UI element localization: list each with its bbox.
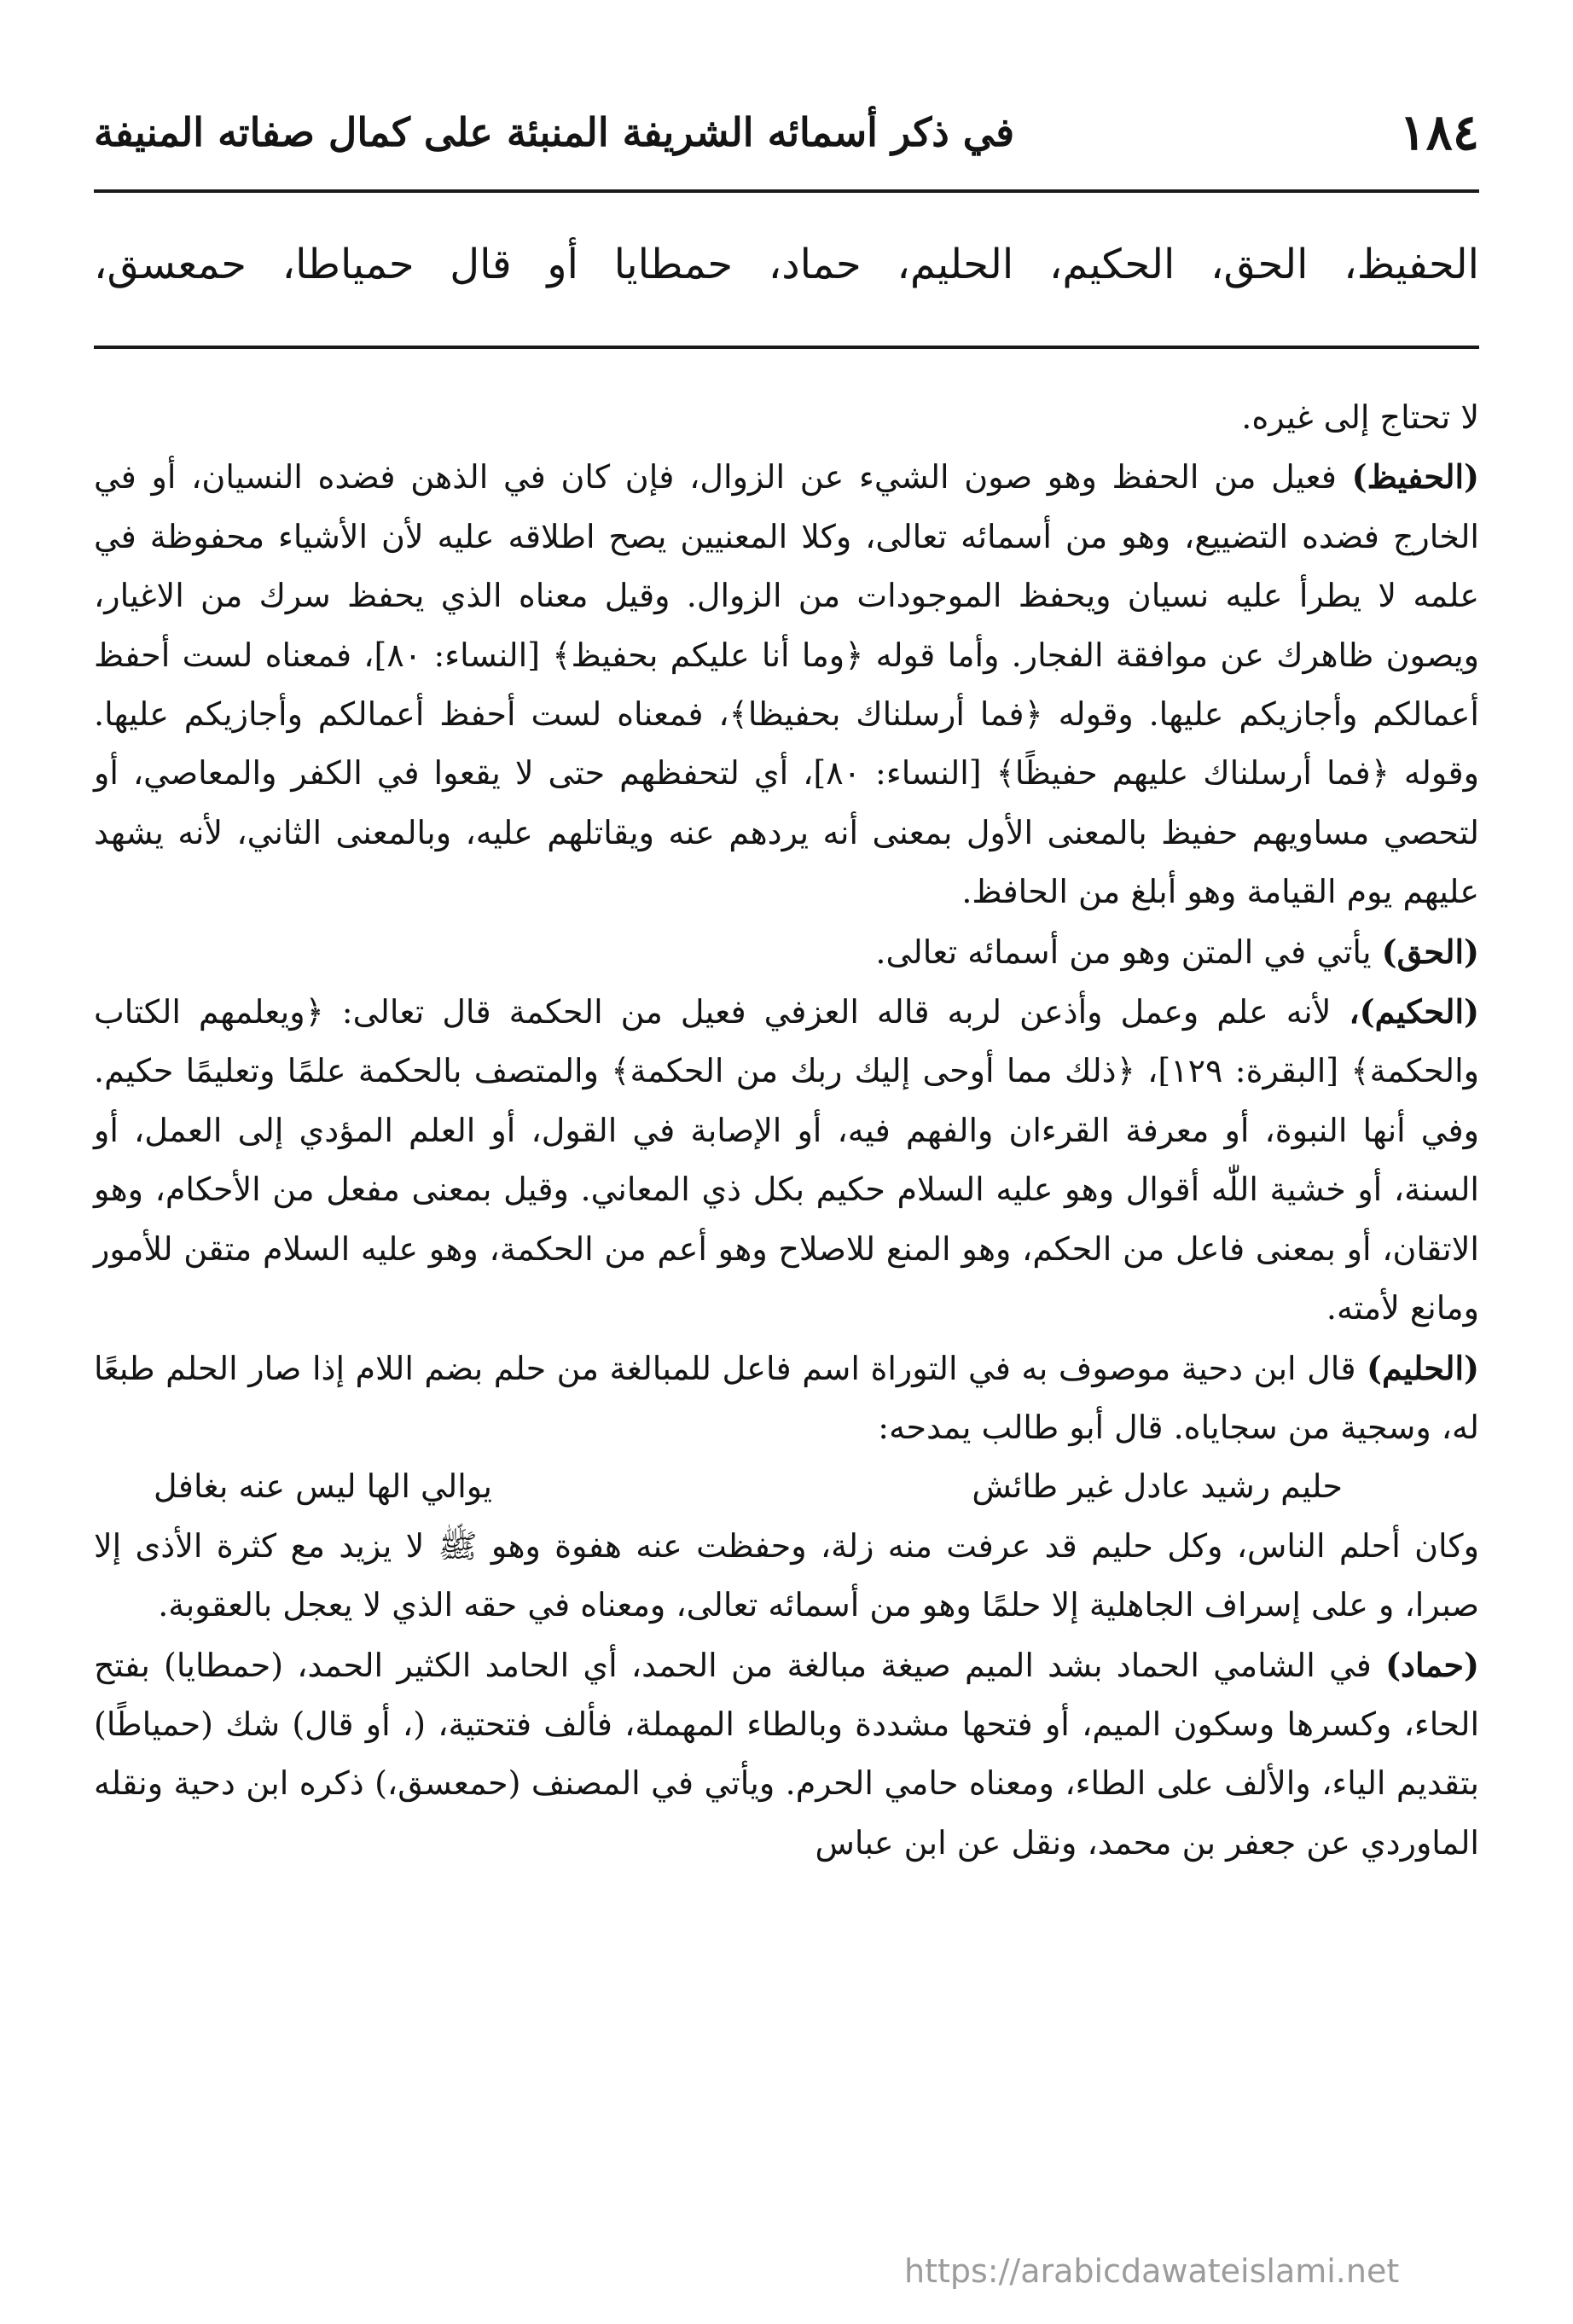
paragraph-text: لأنه علم وعمل وأذعن لربه قاله العزفي فعيل من الحكمة قال تعالى: ﴿ويعلمهم الكتاب والحكمة﴾ [البقرة: ١٢٩]، ﴿ذلك مما أوحى إليك ربك من الحكمة﴾ والمتصف بالحكمة علمًا وتعليمًا حكيم. وفي أنها النبوة، أو معرفة القرءان والفهم فيه، أو الإصابة في القول، أو العلم المؤدي إلى العمل، أو السنة، أو خشية اللّٰه أقوال وهو عليه السلام حكيم بكل ذي المعاني. وقيل بمعنى مفعل من الأحكام، وهو الاتقان، أو بمعنى فاعل من الحكم، وهو المنع للاصلاح وهو أعم من الحكمة، وهو عليه السلام متقن للأمور ومانع لأمته.: [94, 993, 1479, 1328]
watermark-url: https://arabicdawateislami.net: [904, 2252, 1400, 2290]
paragraph: [94, 922, 1479, 982]
paragraph-text: قال ابن دحية موصوف به في التوراة اسم فاعل للمبالغة من حلم بضم اللام إذا صار الحلم طبعًا له، وسجية من سجاياه. قال أبو طالب يمدحه:: [94, 1349, 1479, 1446]
verse-second-hemistich: يوالي الها ليس عنه بغافل: [154, 1467, 492, 1506]
paragraph-text: في الشامي الحماد بشد الميم صيغة مبالغة من الحمد، أي الحامد الكثير الحمد، (حمطايا) بفتح الحاء، وكسرها وسكون الميم، أو فتحها مشددة وبالطاء المهملة، فألف فتحتية، (، أو قال) شك (حمياطًا) بتقديم الياء، والألف على الطاء، ومعناه حامي الحرم. ويأتي في المصنف (حمعسق،) ذكره ابن دحية ونقله الماوردي عن جعفر بن محمد، ونقل عن ابن عباس: [94, 1646, 1479, 1862]
main-text-line: الحفيظ، الحق، الحكيم، الحليم، حماد، حمطايا أو قال حمياطا، حمعسق،: [94, 241, 1479, 288]
lemma-heading: (الحليم): [1367, 1348, 1479, 1387]
paragraph: [94, 1517, 1479, 1636]
page-header: [94, 85, 1479, 179]
lemma-heading: (الحكيم)،: [1349, 992, 1479, 1031]
lemma-heading: (الحق): [1381, 932, 1479, 971]
paragraph: [94, 388, 1479, 447]
paragraph: [94, 447, 1479, 921]
paragraph-text: فعيل من الحفظ وهو صون الشيء عن الزوال، فإن كان في الذهن فضده النسيان، أو في الخارج فضده التضييع، وهو من أسمائه تعالى، وكلا المعنيين يصح اطلاقه عليه لأن الأشياء محفوظة في علمه لا يطرأ عليه نسيان ويحفظ الموجودات من الزوال. وقيل معناه الذي يحفظ سرك من الاغيار، ويصون ظاهرك عن موافقة الفجار. وأما قوله ﴿وما أنا عليكم بحفيظ﴾ [النساء: ٨٠]، فمعناه لست أحفظ أعمالكم وأجازيكم عليها. وقوله ﴿فما أرسلناك بحفيظا﴾، فمعناه لست أحفظ أعمالكم وأجازيكم عليها. وقوله ﴿فما أرسلناك عليهم حفيظًا﴾ [النساء: ٨٠]، أي لتحفظهم حتى لا يقعوا في الكفر والمعاصي، أو لتحصي مساويهم حفيظ بالمعنى الأول بمعنى أنه يردهم عنه ويقاتلهم عليه، وبالمعنى الثاني، لأنه يشهد عليهم يوم القيامة وهو أبلغ من الحافظ.: [94, 458, 1480, 911]
paragraph: [94, 1339, 1479, 1458]
paragraph: [94, 982, 1479, 1338]
verse-first-hemistich: حليم رشيد عادل غير طائش: [972, 1467, 1343, 1506]
main-text-divider: [94, 346, 1479, 349]
paragraph-text: يأتي في المتن وهو من أسمائه تعالى.: [875, 933, 1382, 971]
header-divider: [94, 189, 1479, 193]
lemma-heading: (الحفيظ): [1351, 457, 1479, 497]
paragraph-text: لا تحتاج إلى غيره.: [1241, 398, 1479, 436]
commentary-body: [94, 388, 1479, 1873]
paragraph: [94, 1636, 1479, 1874]
page-number: ١٨٤: [1399, 103, 1479, 161]
poetry-verse: [94, 1457, 1479, 1516]
running-title: في ذكر أسمائه الشريفة المنبئة على كمال صفاته المنيفة: [94, 109, 1015, 155]
paragraph-text: وكان أحلم الناس، وكل حليم قد عرفت منه زلة، وحفظت عنه هفوة وهو ﷺ لا يزيد مع كثرة الأذى إلا صبرا، و على إسراف الجاهلية إلا حلمًا وهو من أسمائه تعالى، ومعناه في حقه الذي لا يعجل بالعقوبة.: [94, 1526, 1479, 1624]
lemma-heading: (حماد): [1385, 1645, 1479, 1684]
